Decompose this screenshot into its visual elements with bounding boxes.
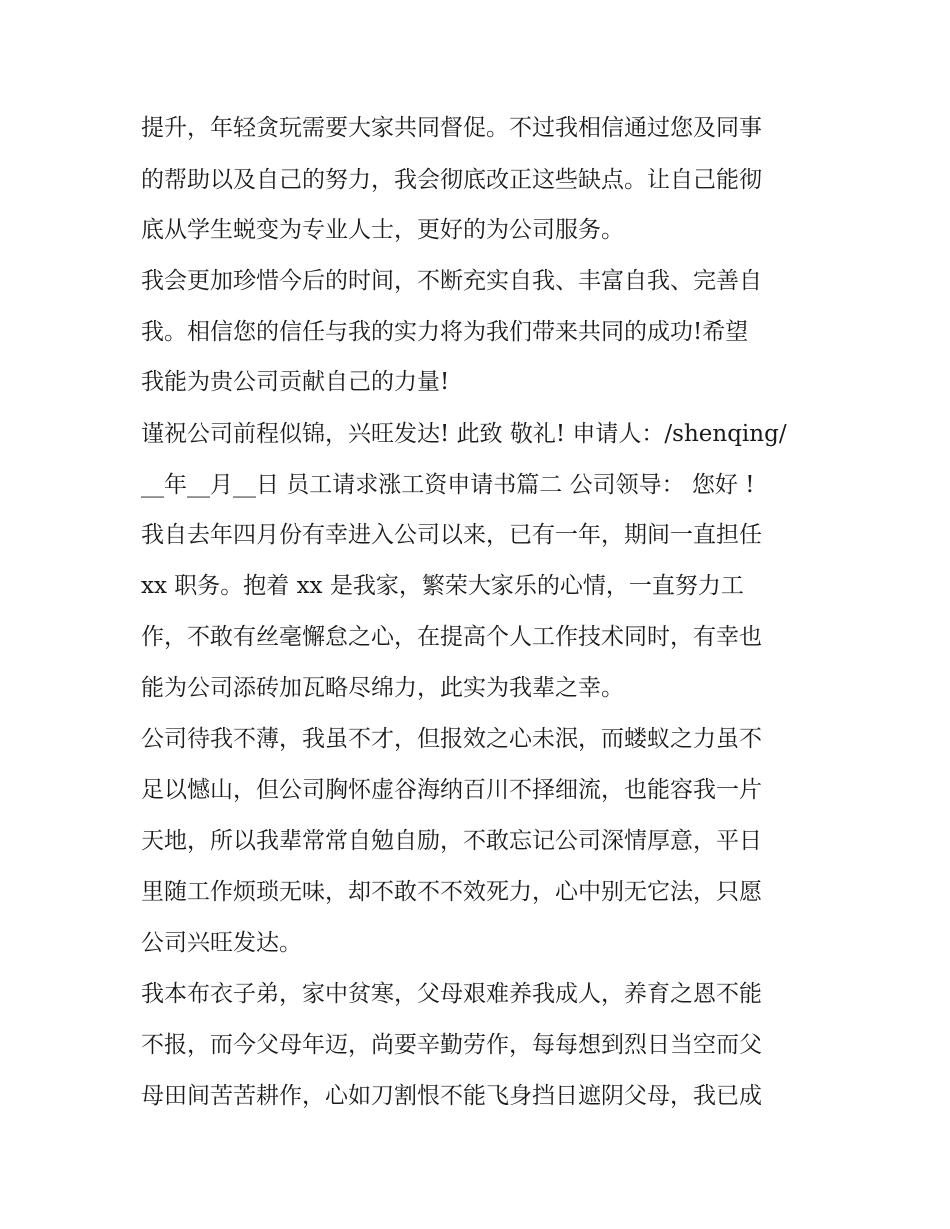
text-line: 的帮助以及自己的努力，我会彻底改正这些缺点。让自己能彻 xyxy=(141,167,762,193)
text-line: 我会更加珍惜今后的时间，不断充实自我、丰富自我、完善自 xyxy=(141,268,762,294)
text-line: 我。相信您的信任与我的实力将为我们带来共同的成功!希望 xyxy=(141,319,749,345)
text-line: 公司待我不薄，我虽不才，但报效之心未泯，而蝼蚁之力虽不 xyxy=(141,726,762,752)
text-line: 里随工作烦琐无味，却不敢不不效死力，心中别无它法，只愿 xyxy=(141,879,762,905)
text-line: __年__月__日 员工请求涨工资申请书篇二 公司领导： 您好 ! xyxy=(141,472,755,498)
text-line: 作，不敢有丝毫懈怠之心，在提高个人工作技术同时，有幸也 xyxy=(141,624,762,650)
text-line: 谨祝公司前程似锦，兴旺发达! 此致 敬礼! 申请人：/shenqing/ xyxy=(141,421,787,447)
text-line: 能为公司添砖加瓦略尽绵力，此实为我辈之幸。 xyxy=(141,675,624,701)
text-line: 不报，而今父母年迈，尚要辛勤劳作，每每想到烈日当空而父 xyxy=(141,1032,762,1058)
text-line: 天地，所以我辈常常自勉自励，不敢忘记公司深情厚意，平日 xyxy=(141,828,762,854)
text-line: 母田间苦苦耕作，心如刀割恨不能飞身挡日遮阴父母，我已成 xyxy=(141,1083,762,1109)
text-line: 公司兴旺发达。 xyxy=(141,930,302,956)
text-line: 提升，年轻贪玩需要大家共同督促。不过我相信通过您及同事 xyxy=(141,115,762,141)
text-line: 我能为贵公司贡献自己的力量! xyxy=(141,369,450,395)
text-line: 我本布衣子弟，家中贫寒，父母艰难养我成人，养育之恩不能 xyxy=(141,981,762,1007)
text-line: xx 职务。抱着 xx 是我家，繁荣大家乐的心情，一直努力工 xyxy=(141,573,744,599)
text-line: 底从学生蜕变为专业人士，更好的为公司服务。 xyxy=(141,217,624,243)
text-line: 足以憾山，但公司胸怀虚谷海纳百川不择细流，也能容我一片 xyxy=(141,777,762,803)
text-line: 我自去年四月份有幸进入公司以来，已有一年，期间一直担任 xyxy=(141,522,762,548)
